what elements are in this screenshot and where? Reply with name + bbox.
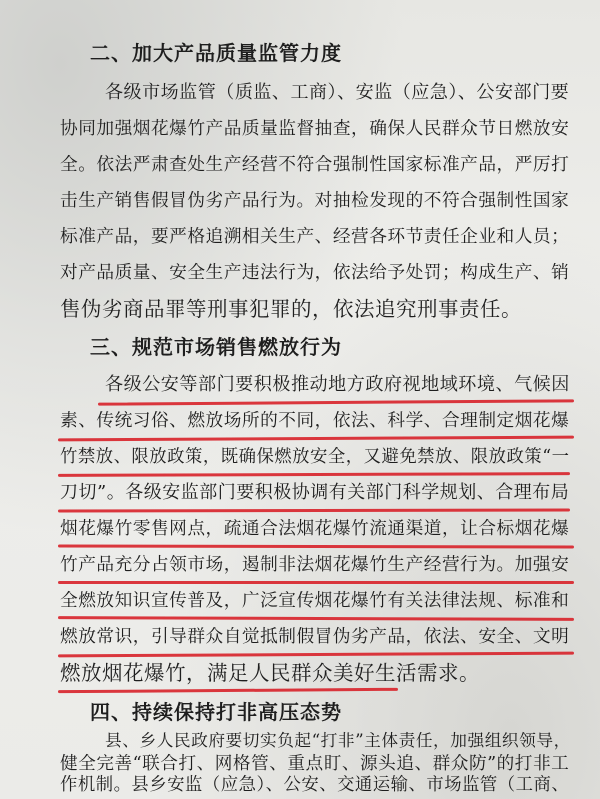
- red-underline: [58, 652, 574, 658]
- paragraph-line: 售伪劣商品罪等刑事犯罪的，依法追究刑事责任。: [60, 297, 522, 321]
- section-heading-3: 三、规范市场销售燃放行为: [90, 335, 342, 359]
- section-heading-2: 二、加大产品质量监管力度: [90, 41, 342, 65]
- paragraph-line: 作机制。县乡安监（应急）、公安、交通运输、市场监管（工商、: [60, 775, 570, 795]
- paragraph-line: 素、传统习俗、燃放场所的不同，依法、科学、合理制定烟花爆: [60, 411, 570, 431]
- paragraph-line: 各级公安等部门要积极推动地方政府视地域环境、气候因: [105, 374, 570, 395]
- red-underline: [58, 616, 574, 621]
- paragraph-line: 燃放常识，引导群众自觉抵制假冒伪劣产品，依法、安全、文明: [60, 627, 570, 647]
- section-heading-4: 四、持续保持打非高压态势: [90, 700, 342, 724]
- paragraph-line: 对产品质量、安全生产违法行为，依法给予处罚；构成生产、销: [60, 263, 570, 283]
- paragraph-line: 击生产销售假冒伪劣产品行为。对抽检发现的不符合强制性国家: [60, 191, 570, 211]
- paragraph-line: 全。依法严肃查处生产经营不符合强制性国家标准产品，严厉打: [60, 155, 570, 175]
- red-underline: [58, 581, 574, 584]
- paragraph-line: 健全完善“联合打、网格管、重点盯、源头追、群众防”的打非工: [60, 754, 570, 774]
- red-underline: [58, 436, 574, 442]
- paragraph-line: 竹产品充分占领市场，遏制非法烟花爆竹生产经营行为。加强安: [60, 555, 570, 575]
- red-underline: [58, 688, 398, 693]
- paragraph-line: 县、乡人民政府要切实负起“打非”主体责任，加强组织领导，: [105, 730, 571, 750]
- paragraph-line: 标准产品，要严格追溯相关生产、经营各环节责任企业和人员；: [60, 227, 570, 247]
- red-underline: [58, 509, 570, 513]
- paragraph-line: 燃放烟花爆竹，满足人民群众美好生活需求。: [60, 661, 480, 685]
- red-underline: [98, 399, 574, 405]
- paragraph-line: 协同加强烟花爆竹产品质量监督抽查，确保人民群众节日燃放安: [60, 119, 570, 139]
- paragraph-line: 烟花爆竹零售网点，疏通合法烟花爆竹流通渠道，让合标烟花爆: [60, 519, 570, 539]
- red-underline: [58, 472, 570, 477]
- paragraph-line: 竹禁放、限放政策，既确保燃放安全，又避免禁放、限放政策“一: [60, 447, 570, 467]
- paragraph-line: 刀切”。各级安监部门要积极协调有关部门科学规划、合理布局: [60, 482, 570, 503]
- red-underline: [58, 545, 574, 549]
- paragraph-line: 全燃放知识宣传普及，广泛宣传烟花爆竹有关法律法规、标准和: [60, 591, 570, 611]
- paragraph-line: 各级市场监管（质监、工商）、安监（应急）、公安部门要: [105, 82, 570, 103]
